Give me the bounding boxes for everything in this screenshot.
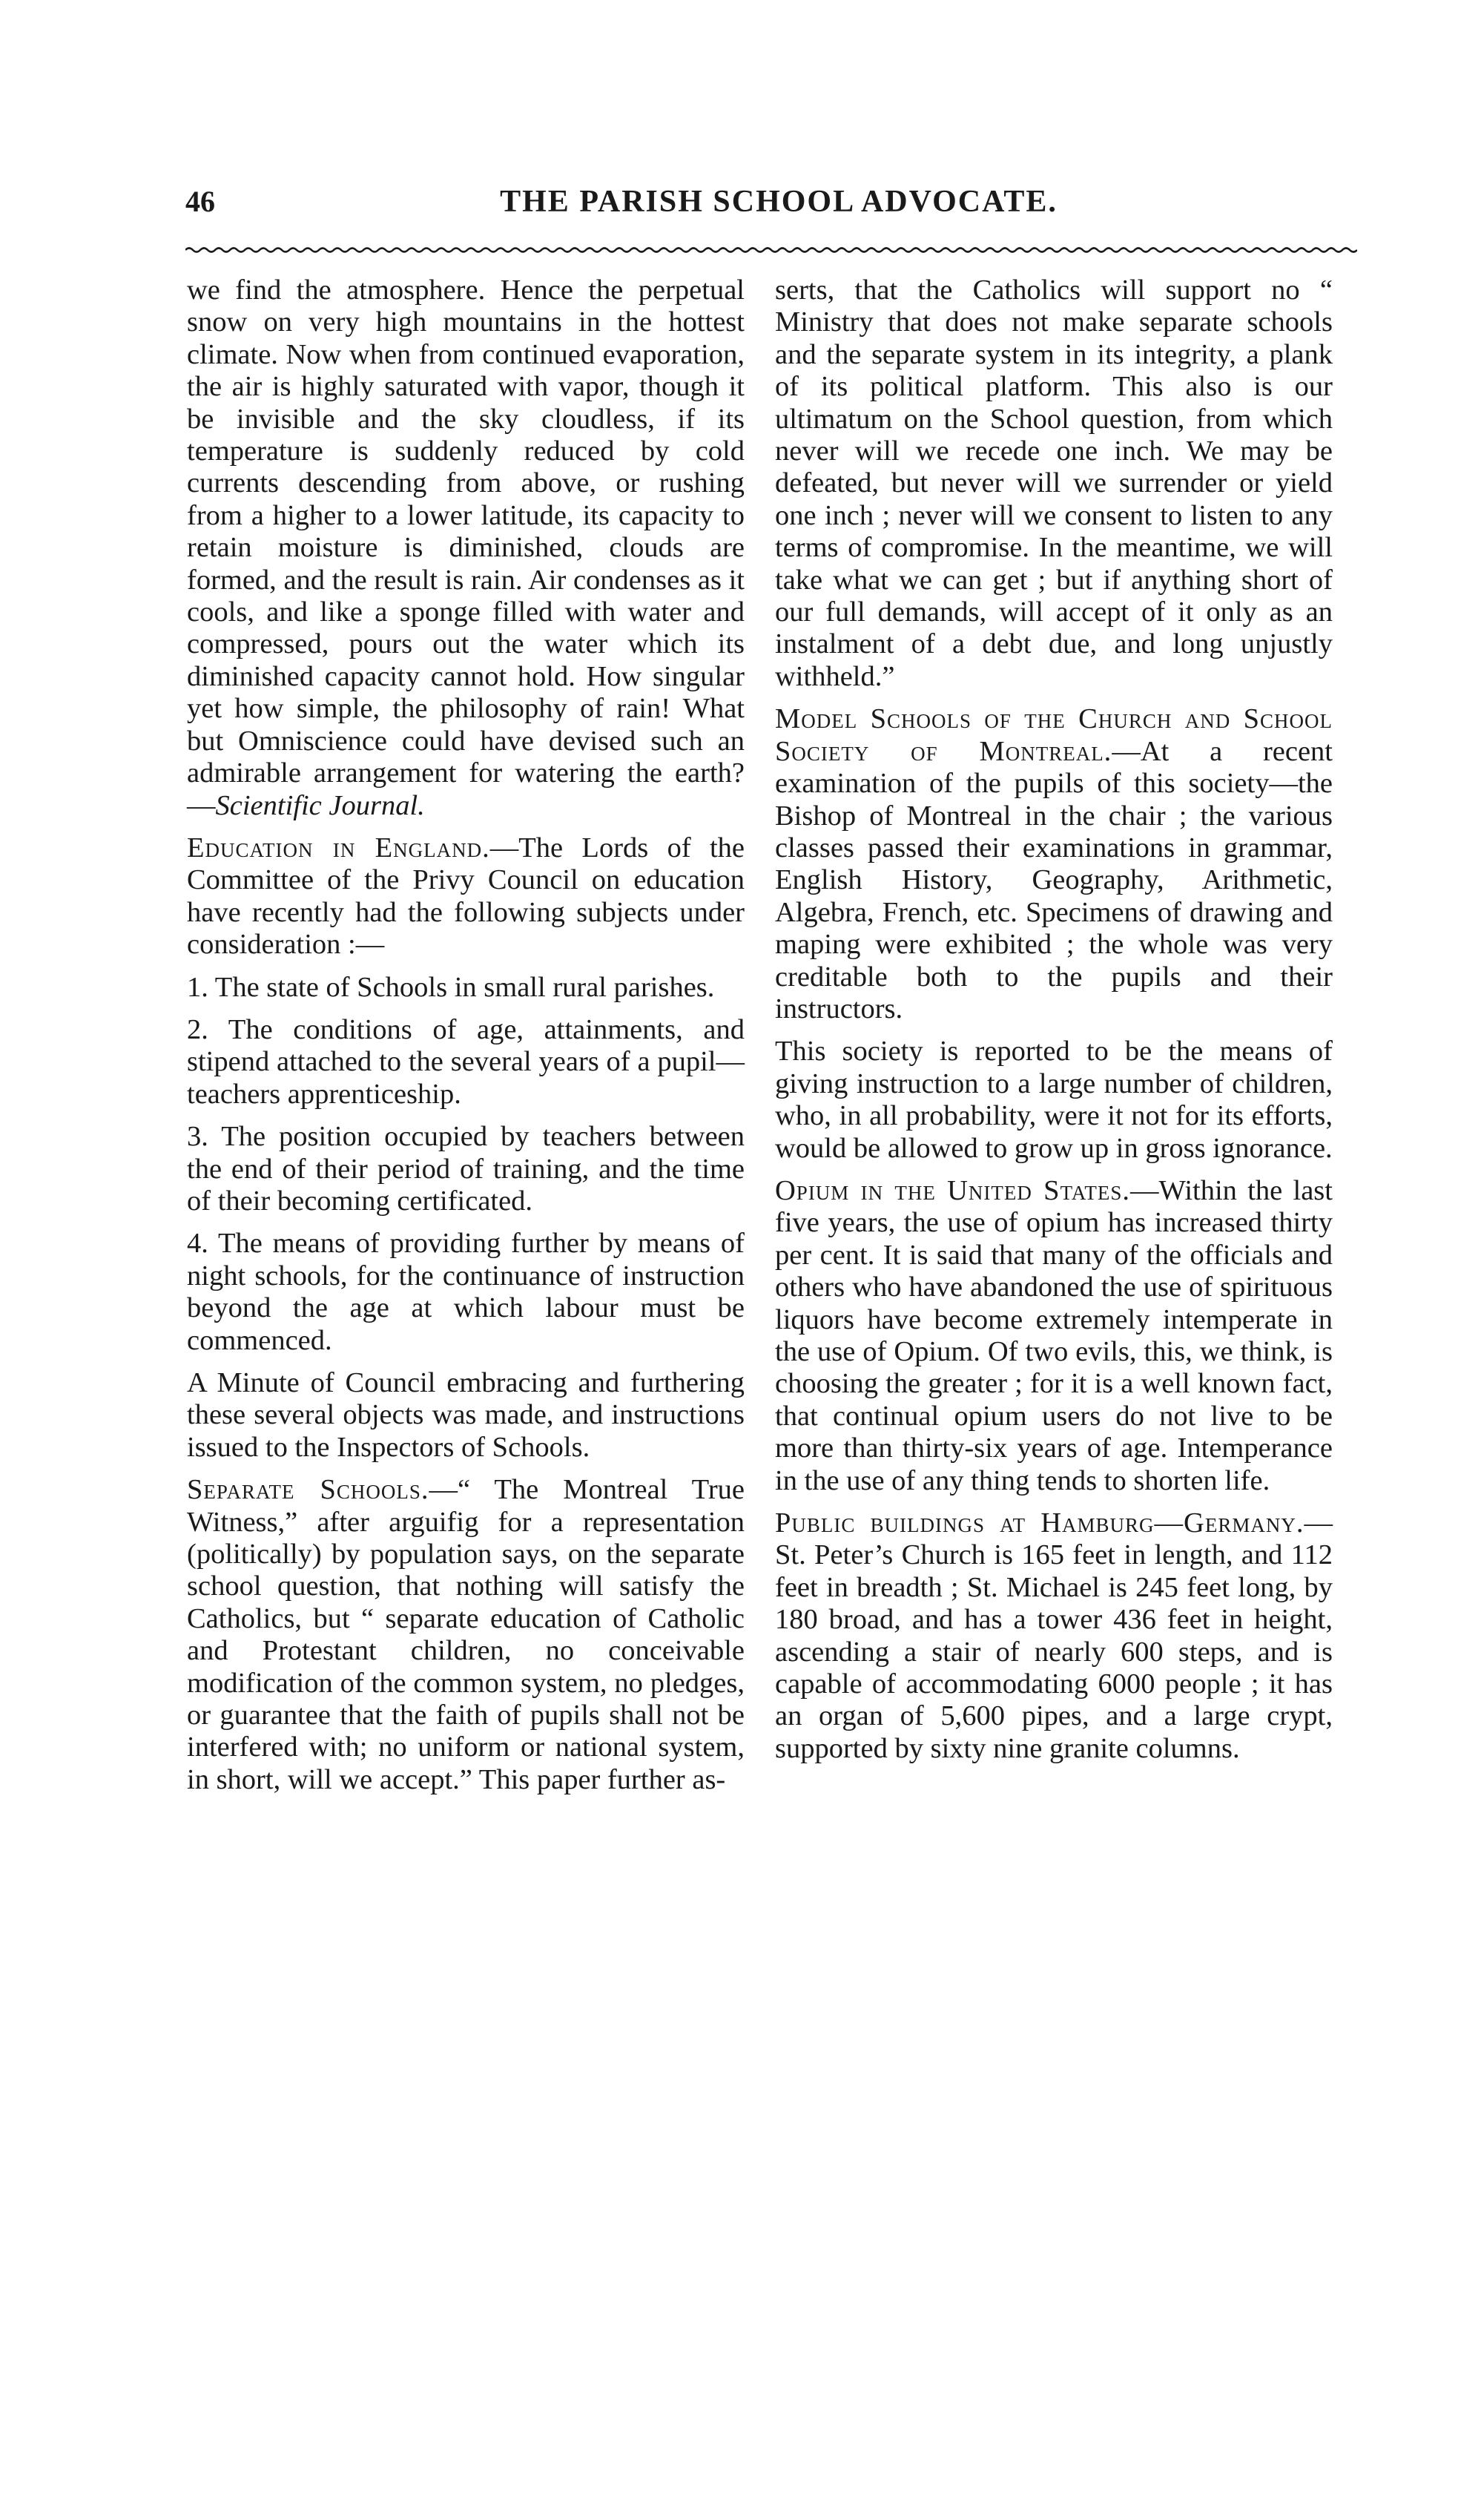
rain-text: we find the atmosphere. Hence the perpetual snow on very high mountains in the hottest climate. Now when from continued evaporation, the air is highly saturated with vapor, though it be invisible and the sky cloudless, if its temperature is suddenly reduced by cold currents descending from above, or rushing from a higher to a lower latitude, its capacity to retain moisture is diminished, clouds are formed, and the result is rain. Air condenses as it cools, and like a sponge filled with water and compressed, pours out the water which its diminished capacity cannot hold. How singular yet how simple, the philosophy of rain! What but Omniscience could have devised such an admirable arrangement for watering the earth?— (187, 274, 745, 821)
education-heading: Education in England. (187, 832, 490, 863)
list-item: 1. The state of Schools in small rural parishes. (187, 971, 715, 1003)
header-rule (185, 245, 1357, 255)
page-number: 46 (185, 185, 215, 218)
hamburg-text: —St. Peter’s Church is 165 feet in length, and 112 feet in breadth ; St. Michael is 245 feet long, by 180 broad, and has a tower 436 feet in height, ascending a stair of nearly 600 steps, and is capable of accommodating 6000 people ; it has an organ of 5,600 pipes, and a large crypt, supported by sixty nine granite columns. (775, 1507, 1333, 1764)
left-column (187, 274, 745, 1806)
model-schools-text: —At a recent examination of the pupils of this society—the Bishop of Montreal in the chair ; the various classes passed their examinations in grammar, English History, Geography, Arithmetic, Algebra, French, etc. Specimens of drawing and maping were exhibited ; the whole was very creditable both to the pupils and their instructors. (775, 735, 1333, 1024)
opium-heading: Opium in the United States. (775, 1174, 1131, 1206)
list-item: 3. The position occupied by teachers between the end of their period of training, and the time of their becoming certificated. (187, 1121, 745, 1217)
hamburg-paragraph (775, 1507, 1333, 1765)
opium-paragraph (775, 1175, 1333, 1497)
model-schools-paragraph (775, 703, 1333, 1025)
hamburg-heading: Public buildings at Hamburg—Germany. (775, 1507, 1304, 1539)
education-text: —The Lords of the Committee of the Privy Council on education have recently had the following subjects under consideration :— (187, 832, 745, 961)
separate-schools-paragraph (187, 1474, 745, 1796)
opium-text: —Within the last five years, the use of opium has increased thirty per cent. It is said that many of the officials and others who have abandoned the use of spirituous liquors have become extremely intemperate in the use of Opium. Of two evils, this, we think, is choosing the greater ; for it is a well known fact, that continual opium users do not live to be more than thirty-six years of age. Intemperance in the use of any thing tends to shorten life. (775, 1174, 1333, 1496)
list-item: 2. The conditions of age, attainments, and stipend attached to the several years of a pupil—teachers apprenticeship. (187, 1013, 745, 1110)
minute-paragraph: A Minute of Council embracing and furthering these several objects was made, and instructions issued to the Inspectors of Schools. (187, 1367, 745, 1463)
rain-source: Scientific Journal. (215, 789, 425, 821)
running-title: THE PARISH SCHOOL ADVOCATE. (500, 185, 1058, 219)
model-schools-heading: Model Schools of the Church and School Society of Montreal. (775, 703, 1333, 767)
separate-schools-continued: serts, that the Catholics will support no “ Ministry that does not make separate schools and the separate system in its integrity, a plank of its political platform. This also is our ultimatum on the School question, from which never will we recede one inch. We may be defeated, but never will we surrender or yield one inch ; never will we consent to listen to any terms of compromise. In the meantime, we will take what we can get ; but if anything short of our full demands, will accept of it only as an instalment of a debt due, and long unjustly withheld.” (775, 274, 1333, 692)
right-column (775, 274, 1333, 1775)
separate-schools-heading: Separate Schools. (187, 1474, 429, 1506)
society-paragraph: This society is reported to be the means of giving instruction to a large number of children, who, in all probability, were it not for its efforts, would be allowed to grow up in gross ignorance. (775, 1036, 1333, 1164)
separate-schools-text: —“ The Montreal True Witness,” after arguifig for a representation (politically) by population says, on the separate school question, that nothing will satisfy the Catholics, but “ separate education of Catholic and Protestant children, no conceivable modification of the common system, no pledges, or guarantee that the faith of pupils shall not be interfered with; no uniform or national system, in short, will we accept.” This paper further as- (187, 1474, 745, 1795)
list-item: 4. The means of providing further by means of night schools, for the continuance of instruction beyond the age at which labour must be commenced. (187, 1228, 745, 1356)
page-header (185, 184, 1372, 228)
rain-paragraph (187, 274, 745, 822)
education-paragraph (187, 832, 745, 961)
